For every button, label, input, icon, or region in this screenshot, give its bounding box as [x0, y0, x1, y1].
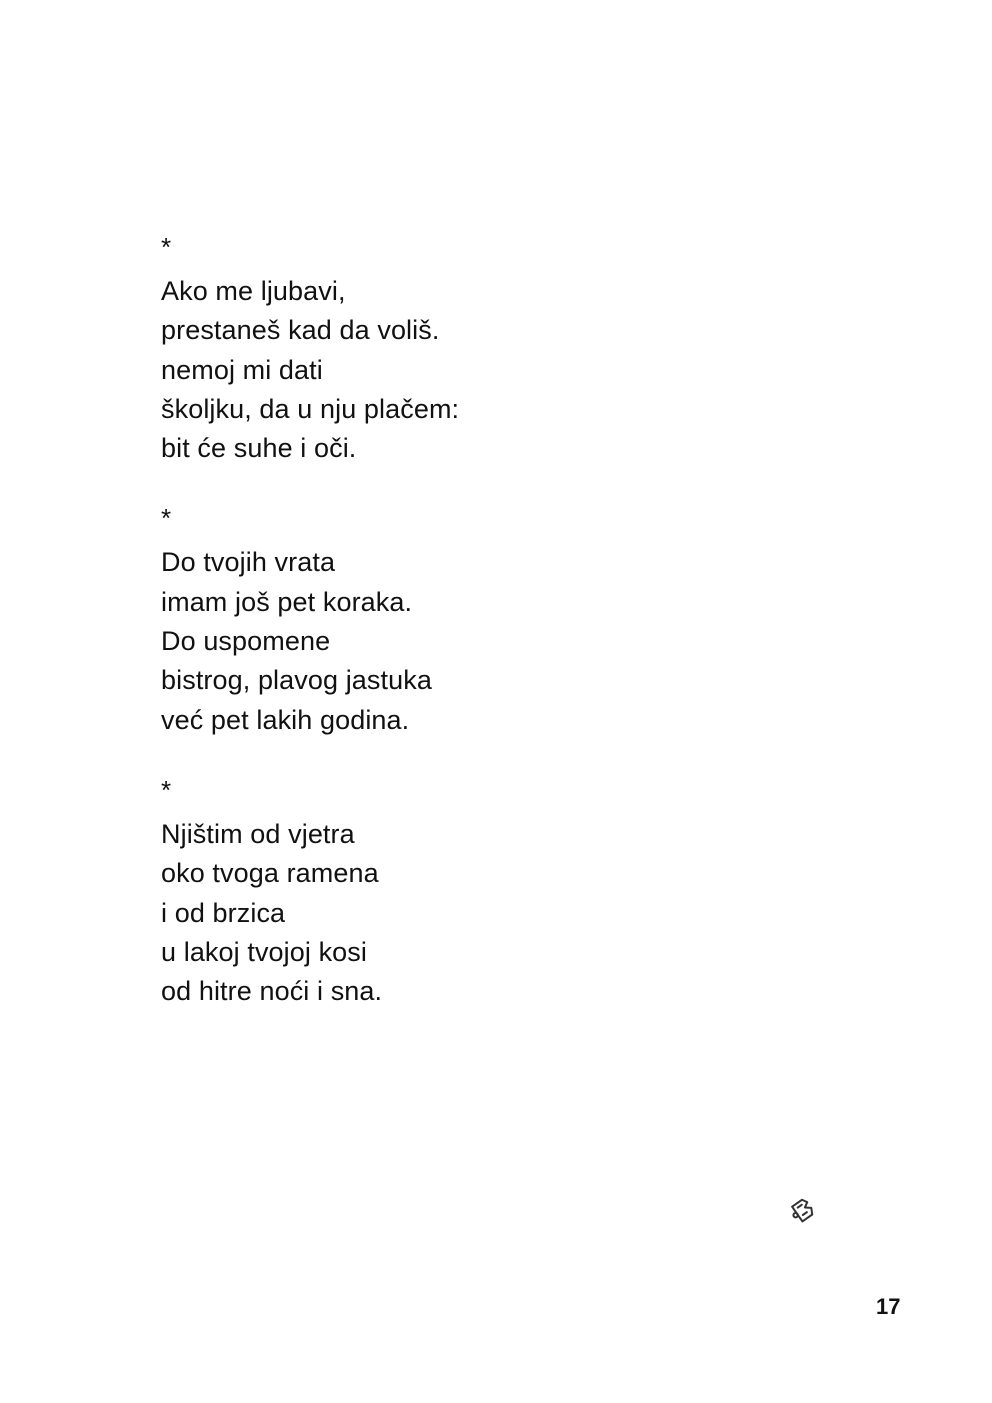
- section-asterisk: *: [161, 503, 172, 534]
- poem-list: [161, 234, 761, 1048]
- poem-line: Njištim od vjetra: [161, 818, 355, 849]
- poem-line: Ako me ljubavi,: [161, 276, 346, 306]
- poem-line: bistrog, plavog jastuka: [161, 665, 432, 696]
- page-number: 17: [876, 1294, 901, 1319]
- poem-2: [161, 505, 761, 739]
- publisher-mark-icon: [786, 1193, 820, 1227]
- poem-line: Do tvojih vrata: [161, 547, 336, 578]
- section-asterisk: *: [161, 774, 172, 805]
- poem-line: oko tvoga ramena: [161, 858, 379, 889]
- poem-line: od hitre noći i sna.: [161, 976, 383, 1007]
- poem-line: školjku, da u nju plačem:: [161, 393, 460, 424]
- section-asterisk: *: [161, 232, 172, 262]
- poem-line: imam još pet koraka.: [161, 586, 413, 617]
- poem-line: bit će suhe i oči.: [161, 433, 357, 464]
- poem-1: [161, 234, 761, 468]
- poem-3: [161, 774, 761, 1011]
- poem-line: u lakoj tvojoj kosi: [161, 936, 367, 967]
- poem-line: već pet lakih godina.: [161, 704, 410, 735]
- poem-line: Do uspomene: [161, 626, 331, 657]
- poem-line: prestaneš kad da voliš.: [161, 315, 440, 346]
- poem-line: i od brzica: [161, 897, 286, 928]
- poem-line: nemoj mi dati: [161, 354, 323, 385]
